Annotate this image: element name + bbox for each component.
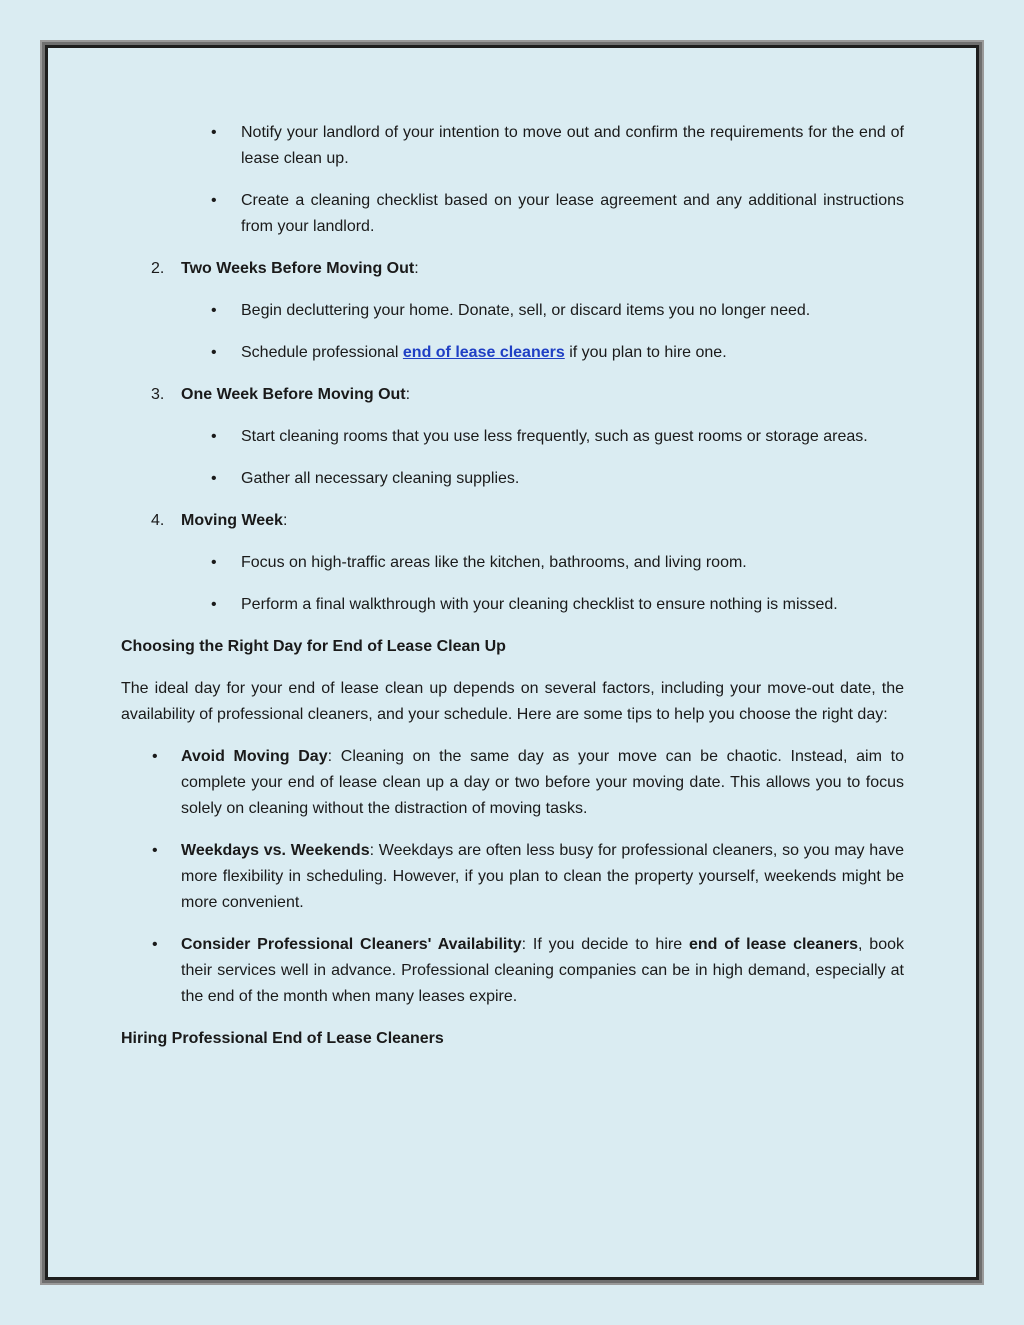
bullet-icon: • [211, 344, 217, 361]
list-item [121, 340, 904, 366]
tip-title: Avoid Moving Day [181, 748, 328, 765]
numbered-step [121, 382, 904, 408]
tip-text: : Cleaning on the same day as your move can be chaotic. Instead, aim to complete your end of lease clean up a day or two before your moving date. This allows you to focus solely on cleaning without the distraction of moving tasks. [181, 748, 904, 817]
bullet-icon: • [211, 470, 217, 487]
bullet-text: Perform a final walkthrough with your cleaning checklist to ensure nothing is missed. [241, 596, 838, 613]
tip-text-before: : If you decide to hire [521, 936, 689, 953]
bullet-text-before: Schedule professional [241, 344, 403, 361]
bullet-icon: • [211, 192, 217, 209]
bullet-text: Notify your landlord of your intention to move out and confirm the requirements for the end of lease clean up. [241, 124, 904, 167]
bullet-text: Start cleaning rooms that you use less frequently, such as guest rooms or storage areas. [241, 428, 868, 445]
step-title: One Week Before Moving Out [181, 386, 406, 403]
step-title: Two Weeks Before Moving Out [181, 260, 415, 277]
section-intro-paragraph: The ideal day for your end of lease clean up depends on several factors, including your move-out date, the availability of professional cleaners, and your schedule. Here are some tips to help you choose the right day: [121, 680, 904, 723]
section-heading-choosing-day: Choosing the Right Day for End of Lease Clean Up [121, 638, 506, 655]
list-item [121, 744, 904, 822]
list-item [121, 592, 904, 618]
list-item [121, 188, 904, 240]
list-item [121, 466, 904, 492]
bullet-icon: • [152, 842, 158, 859]
tip-title: Consider Professional Cleaners' Availability [181, 936, 522, 953]
step-colon: : [282, 512, 288, 529]
bullet-icon: • [211, 554, 217, 571]
page-frame [40, 40, 984, 1285]
tip-bold-phrase: end of lease cleaners [688, 936, 859, 953]
bullet-text: Gather all necessary cleaning supplies. [241, 470, 520, 487]
bullet-icon: • [211, 302, 217, 319]
bullet-text: Create a cleaning checklist based on your lease agreement and any additional instructions from your landlord. [241, 192, 904, 235]
tip-title: Weekdays vs. Weekends [181, 842, 370, 859]
tip-text-after: , book their services well in advance. Professional cleaning companies can be in high demand, especially at the end of the month when many leases expire. [181, 936, 904, 1005]
end-of-lease-cleaners-link[interactable]: end of lease cleaners [402, 344, 565, 361]
bullet-text-after: if you plan to hire one. [564, 344, 727, 361]
list-item [121, 298, 904, 324]
bullet-icon: • [211, 124, 217, 141]
list-item [121, 932, 904, 1010]
section-heading-hiring: Hiring Professional End of Lease Cleaners [121, 1030, 444, 1047]
step-number: 3. [151, 386, 165, 403]
bullet-text: Begin decluttering your home. Donate, sell, or discard items you no longer need. [241, 302, 811, 319]
numbered-step [121, 256, 904, 282]
step-title: Moving Week [181, 512, 283, 529]
list-item [121, 120, 904, 172]
tip-text: : Weekdays are often less busy for professional cleaners, so you may have more flexibility in scheduling. However, if you plan to clean the property yourself, weekends might be more convenient. [181, 842, 904, 911]
bullet-icon: • [211, 596, 217, 613]
list-item [121, 424, 904, 450]
step-colon: : [414, 260, 419, 277]
list-item [121, 838, 904, 916]
bullet-icon: • [152, 748, 158, 765]
bullet-text: Focus on high-traffic areas like the kitchen, bathrooms, and living room. [241, 554, 747, 571]
bullet-icon: • [152, 936, 158, 953]
list-item [121, 550, 904, 576]
document-page [45, 45, 979, 1280]
bullet-icon: • [211, 428, 217, 445]
document-content [121, 120, 904, 1068]
numbered-step [121, 508, 904, 534]
step-number: 4. [151, 512, 165, 529]
step-number: 2. [151, 260, 165, 277]
step-colon: : [405, 386, 411, 403]
